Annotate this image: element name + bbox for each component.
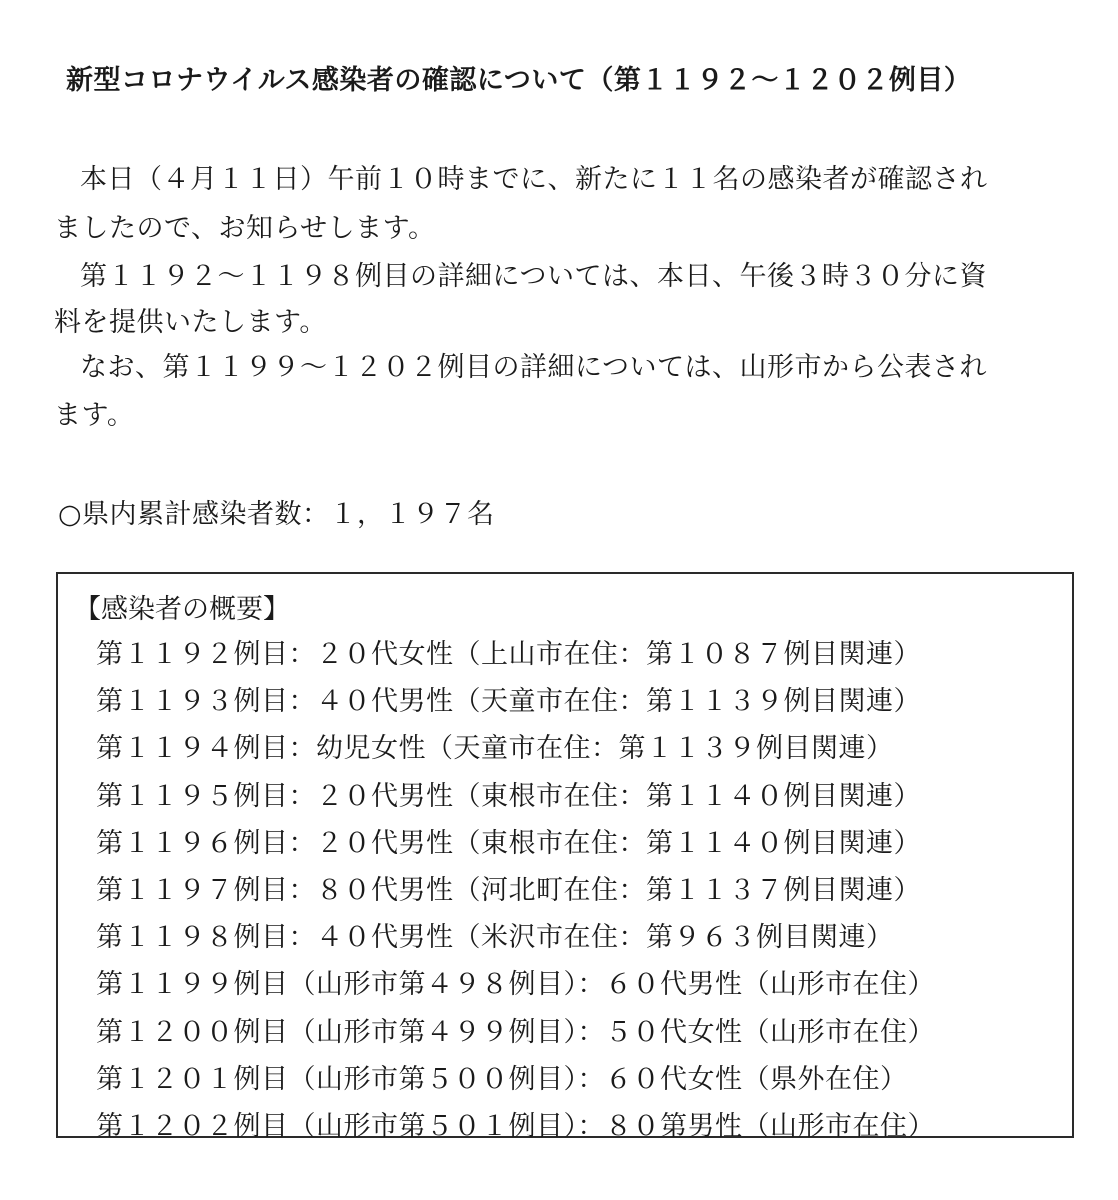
case-row: 第１１９２例目：２０代女性（上山市在住：第１０８７例目関連） — [96, 639, 921, 670]
case-row: 第１１９３例目：４０代男性（天童市在住：第１１３９例目関連） — [96, 686, 921, 717]
case-row: 第１２００例目（山形市第４９９例目）：５０代女性（山形市在住） — [96, 1017, 935, 1048]
case-row: 第１１９４例目：幼児女性（天童市在住：第１１３９例目関連） — [96, 733, 894, 764]
case-row: 第１１９８例目：４０代男性（米沢市在住：第９６３例目関連） — [96, 922, 894, 953]
case-row: 第１１９５例目：２０代男性（東根市在住：第１１４０例目関連） — [96, 781, 921, 812]
case-row: 第１２０２例目（山形市第５０１例目）：８０第男性（山形市在住） — [96, 1111, 935, 1142]
cumulative-total: ○県内累計感染者数：１，１９７名 — [58, 499, 495, 530]
case-row: 第１２０１例目（山形市第５００例目）：６０代女性（県外在住） — [96, 1064, 908, 1095]
paragraph-line: ましたので、お知らせします。 — [54, 213, 436, 244]
document-title: 新型コロナウイルス感染者の確認について（第１１９２～１２０２例目） — [66, 65, 972, 96]
case-row: 第１１９９例目（山形市第４９８例目）：６０代男性（山形市在住） — [96, 969, 935, 1000]
paragraph-line: 本日（４月１１日）午前１０時までに、新たに１１名の感染者が確認され — [80, 164, 988, 195]
paragraph-line: 料を提供いたします。 — [54, 307, 327, 338]
case-row: 第１１９７例目：８０代男性（河北町在住：第１１３７例目関連） — [96, 875, 921, 906]
paragraph-line: なお、第１１９９～１２０２例目の詳細については、山形市から公表され — [80, 352, 987, 383]
case-row: 第１１９６例目：２０代男性（東根市在住：第１１４０例目関連） — [96, 828, 921, 859]
paragraph-line: 第１１９２～１１９８例目の詳細については、本日、午後３時３０分に資 — [80, 261, 987, 292]
case-summary-heading: 【感染者の概要】 — [74, 594, 290, 625]
paragraph-line: ます。 — [54, 400, 135, 431]
